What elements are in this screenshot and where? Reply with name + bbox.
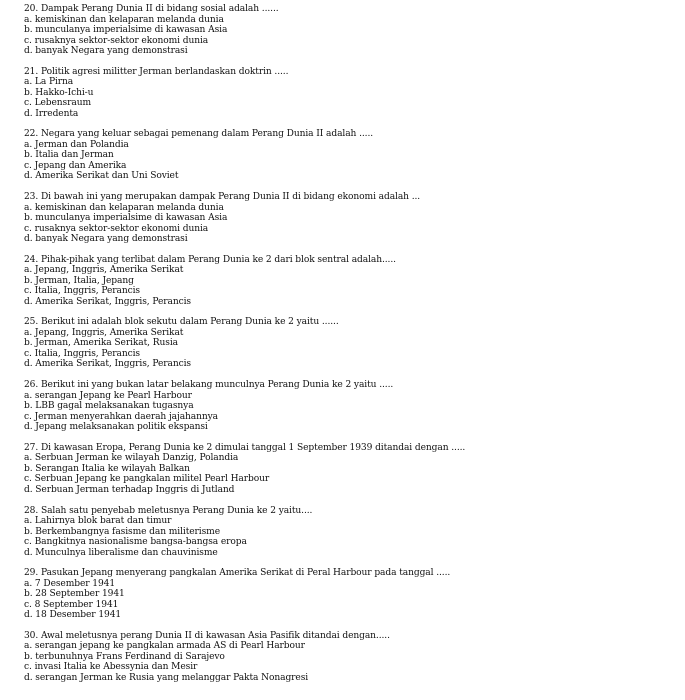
option-c: c. Italia, Inggris, Perancis	[24, 286, 140, 297]
question-stem: 24. Pihak-pihak yang terlibat dalam Perang Dunia ke 2 dari blok sentral adalah.....	[24, 254, 396, 265]
quiz-document	[24, 4, 664, 694]
option-c: c. Bangkitnya nasionalisme bangsa-bangsa eropa	[24, 537, 247, 547]
question-stem: 25. Berikut ini adalah blok sekutu dalam Perang Dunia ke 2 yaitu ......	[24, 317, 339, 328]
option-c: c. Jepang dan Amerika	[24, 160, 127, 171]
option-d: d. 18 Desember 1941	[24, 610, 122, 621]
option-d: d. banyak Negara yang demonstrasi	[24, 234, 188, 245]
question-stem: 28. Salah satu penyebab meletusnya Perang Dunia ke 2 yaitu....	[24, 505, 313, 516]
option-d: d. serangan Jerman ke Rusia yang melanggar Pakta Nonagresi	[24, 672, 309, 683]
question-30	[24, 631, 664, 684]
option-d: d. Serbuan Jerman terhadap Inggris di Jutland	[24, 484, 235, 495]
option-b: b. Serangan Italia ke wilayah Balkan	[24, 463, 190, 474]
option-c: c. rusaknya sektor-sektor ekonomi dunia	[24, 35, 209, 46]
option-d: d. Amerika Serikat, Inggris, Perancis	[24, 296, 191, 307]
question-20	[24, 4, 664, 57]
question-24	[24, 255, 664, 308]
option-c: c. Serbuan Jepang ke pangkalan militel Pearl Harbour	[24, 474, 270, 485]
question-25	[24, 317, 664, 370]
question-stem: 21. Politik agresi militter Jerman berlandaskan doktrin .....	[24, 66, 289, 77]
option-a: a. kemiskinan dan kelaparan melanda dunia	[24, 14, 224, 25]
option-d: d. Jepang melaksanakan politik ekspansi	[24, 422, 208, 433]
option-b: b. munculanya imperialsime di kawasan Asia	[24, 25, 228, 35]
question-29	[24, 568, 664, 621]
option-b: b. munculanya imperialsime di kawasan Asia	[24, 213, 228, 224]
option-b: b. Berkembangnya fasisme dan militerisme	[24, 526, 220, 537]
option-a: a. Jerman dan Polandia	[24, 139, 129, 150]
question-27	[24, 443, 664, 496]
question-stem: 26. Berikut ini yang bukan latar belakang munculnya Perang Dunia ke 2 yaitu .....	[24, 380, 394, 391]
question-stem: 23. Di bawah ini yang merupakan dampak Perang Dunia II di bidang ekonomi adalah ...	[24, 192, 421, 203]
question-stem: 27. Di kawasan Eropa, Perang Dunia ke 2 dimulai tanggal 1 September 1939 ditandai dengan .....	[24, 442, 466, 453]
option-b: b. 28 September 1941	[24, 589, 125, 600]
option-b: b. terbunuhnya Frans Ferdinand di Sarajevo	[24, 651, 225, 662]
option-d: d. Munculnya liberalisme dan chauvinisme	[24, 547, 218, 558]
option-a: a. La Pirna	[24, 77, 74, 88]
question-22	[24, 129, 664, 182]
option-a: a. Serbuan Jerman ke wilayah Danzig, Polandia	[24, 453, 239, 464]
option-d: d. Amerika Serikat dan Uni Soviet	[24, 171, 179, 182]
option-c: c. Jerman menyerahkan daerah jajahannya	[24, 411, 219, 422]
question-26	[24, 380, 664, 433]
option-c: c. 8 September 1941	[24, 599, 119, 610]
option-a: a. kemiskinan dan kelaparan melanda dunia	[24, 202, 224, 213]
option-b: b. Jerman, Amerika Serikat, Rusia	[24, 338, 178, 349]
option-d: d. banyak Negara yang demonstrasi	[24, 46, 188, 56]
question-stem: 30. Awal meletusnya perang Dunia II di kawasan Asia Pasifik ditandai dengan.....	[24, 630, 390, 641]
question-28	[24, 506, 664, 559]
question-stem: 22. Negara yang keluar sebagai pemenang dalam Perang Dunia II adalah .....	[24, 129, 374, 140]
option-c: c. invasi Italia ke Abessynia dan Mesir	[24, 662, 198, 673]
option-b: b. LBB gagal melaksanakan tugasnya	[24, 401, 194, 412]
option-c: c. rusaknya sektor-sektor ekonomi dunia	[24, 223, 209, 234]
option-c: c. Lebensraum	[24, 98, 91, 109]
option-a: a. 7 Desember 1941	[24, 578, 116, 589]
question-stem: 20. Dampak Perang Dunia II di bidang sosial adalah ......	[24, 4, 279, 14]
question-stem: 29. Pasukan Jepang menyerang pangkalan Amerika Serikat di Peral Harbour pada tanggal .....	[24, 568, 451, 579]
option-d: d. Amerika Serikat, Inggris, Perancis	[24, 359, 191, 370]
option-a: a. Jepang, Inggris, Amerika Serikat	[24, 327, 184, 338]
question-23	[24, 192, 664, 245]
option-a: a. Lahirnya blok barat dan timur	[24, 516, 172, 526]
question-21	[24, 67, 664, 120]
option-a: a. serangan jepang ke pangkalan armada AS di Pearl Harbour	[24, 641, 305, 652]
option-b: b. Jerman, Italia, Jepang	[24, 275, 134, 286]
option-a: a. serangan Jepang ke Pearl Harbour	[24, 390, 192, 401]
option-d: d. Irredenta	[24, 108, 79, 119]
option-c: c. Italia, Inggris, Perancis	[24, 348, 140, 359]
option-b: b. Italia dan Jerman	[24, 150, 114, 161]
option-a: a. Jepang, Inggris, Amerika Serikat	[24, 265, 184, 276]
option-b: b. Hakko-Ichi-u	[24, 87, 94, 98]
